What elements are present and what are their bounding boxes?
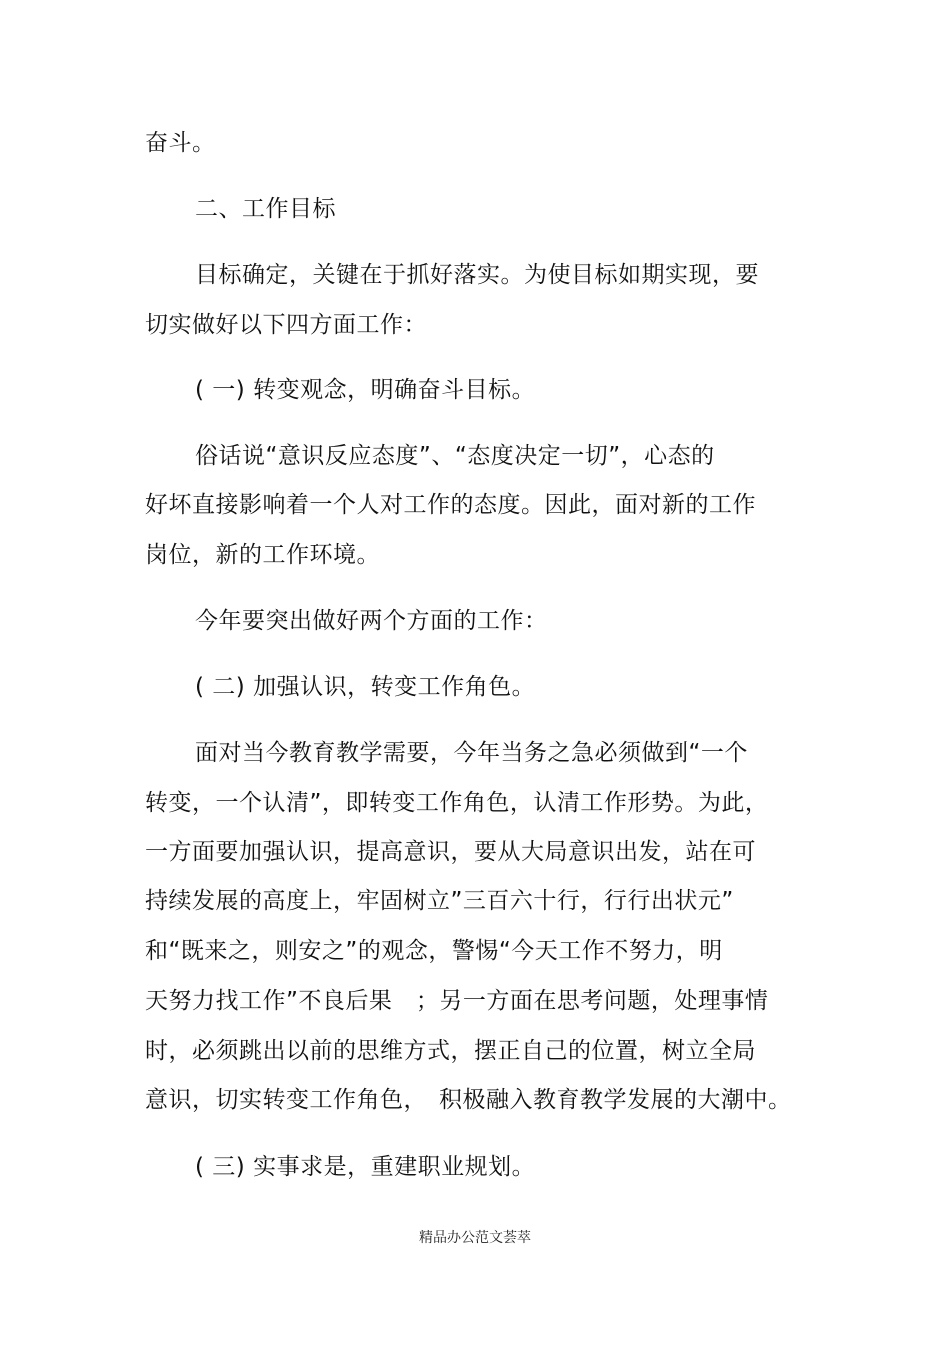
paragraph-line: 天努力找工作”不良后果 ；另一方面在思考问题，处理事情	[145, 988, 769, 1014]
paragraph-line: 奋斗。	[145, 130, 216, 156]
subsection-heading: ( 三) 实事求是，重建职业规划。	[195, 1154, 536, 1180]
paragraph-line: 意识，切实转变工作角色， 积极融入教育教学发展的大潮中。	[145, 1087, 792, 1113]
subsection-heading: ( 一) 转变观念，明确奋斗目标。	[195, 377, 536, 403]
paragraph-line: 一方面要加强认识，提高意识，要从大局意识出发，站在可	[145, 839, 756, 865]
paragraph-line: 持续发展的高度上，牢固树立”三百六十行，行行出状元”	[145, 888, 734, 914]
paragraph-line: 岗位，新的工作环境。	[145, 542, 380, 568]
paragraph-line: 目标确定，关键在于抓好落实。为使目标如期实现，要	[195, 262, 759, 288]
paragraph-line: 俗话说“意识反应态度”、“态度决定一切”，心态的	[195, 443, 715, 469]
subsection-heading: ( 二) 加强认识，转变工作角色。	[195, 674, 536, 700]
paragraph-line: 今年要突出做好两个方面的工作：	[195, 608, 548, 634]
paragraph-line: 转变，一个认清”，即转变工作角色，认清工作形势。为此，	[145, 790, 769, 816]
paragraph-line: 好坏直接影响着一个人对工作的态度。因此，面对新的工作	[145, 492, 756, 518]
paragraph-line: 面对当今教育教学需要，今年当务之急必须做到“一个	[195, 740, 748, 766]
section-heading: 二、工作目标	[195, 196, 336, 222]
paragraph-line: 切实做好以下四方面工作：	[145, 312, 427, 338]
paragraph-line: 和“既来之，则安之”的观念，警惕“今天工作不努力，明	[145, 938, 723, 964]
paragraph-line: 时，必须跳出以前的思维方式，摆正自己的位置，树立全局	[145, 1038, 756, 1064]
page-footer: 精品办公范文荟萃	[419, 1230, 531, 1246]
